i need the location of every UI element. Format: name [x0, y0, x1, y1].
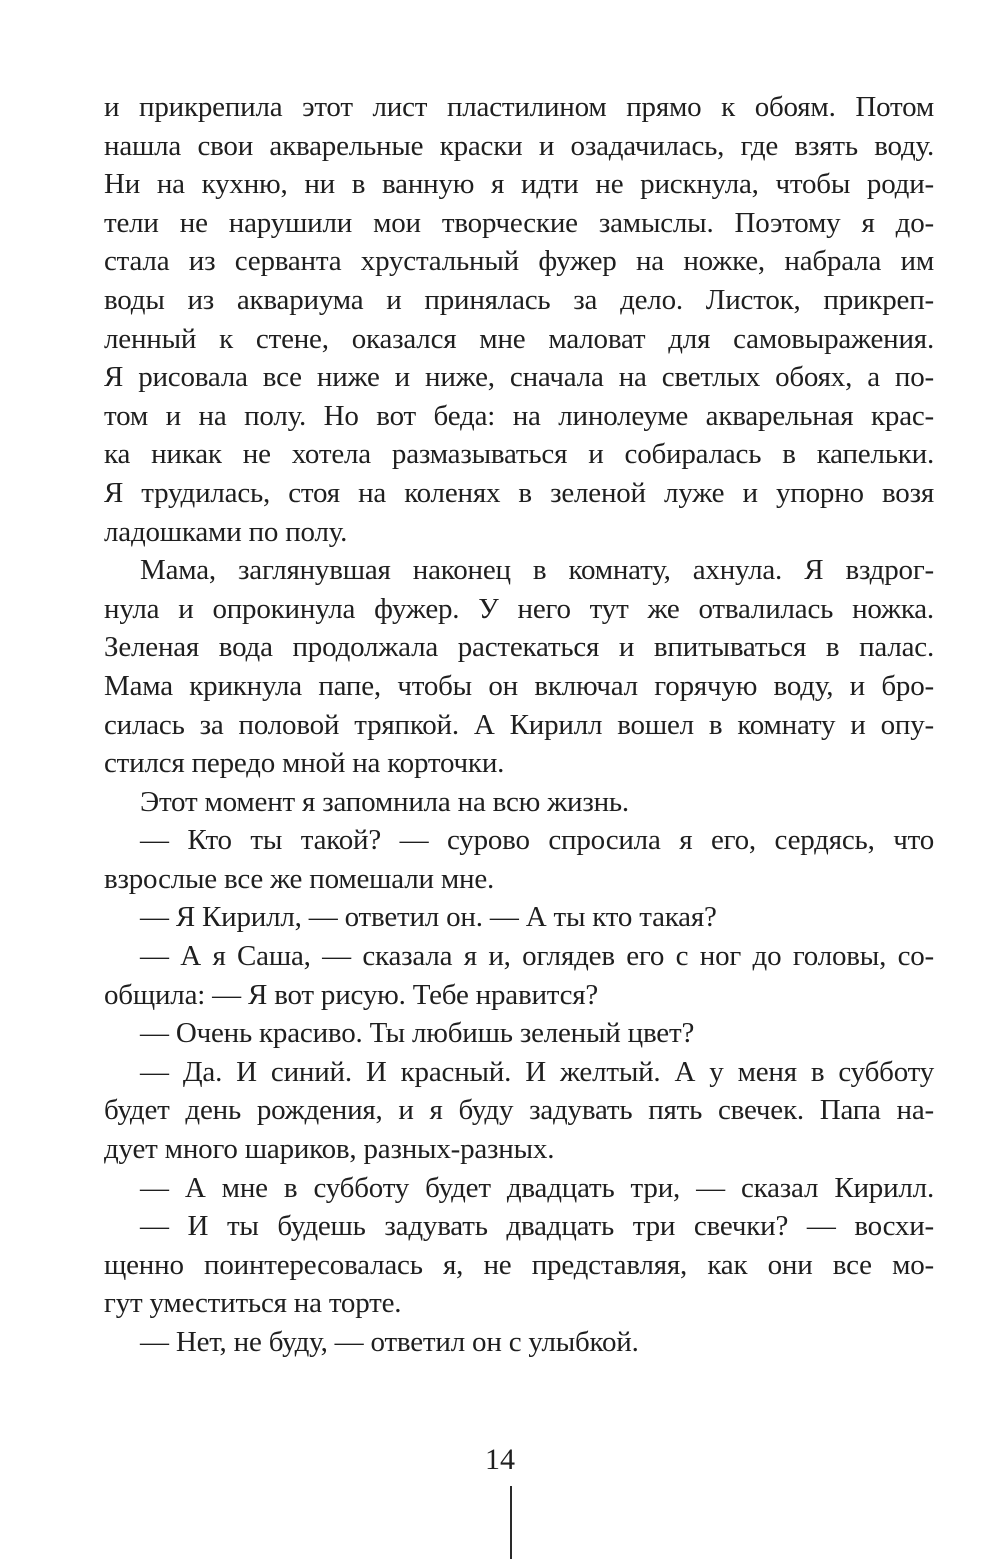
text-line: щенно поинтересовалась я, не представляя, как они все мо-	[104, 1248, 934, 1281]
page-number-rule	[510, 1486, 512, 1559]
text-line: стала из серванта хрустальный фужер на ножке, набрала им	[104, 245, 934, 278]
text-line: ленный к стене, оказался мне маловат для самовыражения.	[104, 322, 934, 355]
text-line: — И ты будешь задувать двадцать три свечки? — восхи-	[140, 1210, 934, 1243]
text-line: дует много шариков, разных-разных.	[104, 1133, 555, 1166]
text-line: Мама крикнула папе, чтобы он включал горячую воду, и бро-	[104, 669, 934, 702]
text-line: гут уместиться на торте.	[104, 1287, 402, 1320]
text-line: воды из аквариума и принялась за дело. Листок, прикреп-	[104, 283, 934, 316]
text-line: силась за половой тряпкой. А Кирилл вошел в комнату и опу-	[104, 708, 934, 741]
text-line: общила: — Я вот рисую. Тебе нравится?	[104, 978, 599, 1011]
text-line: тели не нарушили мои творческие замыслы. Поэтому я до-	[104, 206, 934, 239]
text-line: Я рисовала все ниже и ниже, сначала на светлых обоях, а по-	[104, 361, 934, 394]
text-line: Этот момент я запомнила на всю жизнь.	[140, 785, 629, 818]
text-line: нашла свои акварельные краски и озадачилась, где взять воду.	[104, 129, 934, 162]
body-text	[104, 88, 934, 1362]
text-line: Я трудилась, стоя на коленях в зеленой луже и упорно возя	[104, 476, 934, 509]
page-number: 14	[485, 1443, 515, 1476]
text-line: — Я Кирилл, — ответил он. — А ты кто такая?	[140, 901, 717, 934]
text-line: — Да. И синий. И красный. И желтый. А у меня в субботу	[140, 1055, 934, 1088]
text-line: стился передо мной на корточки.	[104, 747, 505, 780]
text-line: взрослые все же помешали мне.	[104, 862, 495, 895]
text-line: — Кто ты такой? — сурово спросила я его, сердясь, что	[140, 824, 934, 857]
text-line: будет день рождения, и я буду задувать пять свечек. Папа на-	[104, 1094, 934, 1127]
text-line: — Очень красиво. Ты любишь зеленый цвет?	[140, 1017, 695, 1050]
text-line: Зеленая вода продолжала растекаться и впитываться в палас.	[104, 631, 934, 664]
text-line: — А мне в субботу будет двадцать три, — сказал Кирилл.	[140, 1171, 934, 1204]
text-line: Ни на кухню, ни в ванную я идти не рискнула, чтобы роди-	[104, 168, 934, 201]
text-line: том и на полу. Но вот беда: на линолеуме акварельная крас-	[104, 399, 934, 432]
text-line: ка никак не хотела размазываться и собиралась в капельки.	[104, 438, 934, 471]
text-line: нула и опрокинула фужер. У него тут же отвалилась ножка.	[104, 592, 934, 625]
text-line: ладошками по полу.	[104, 515, 348, 548]
text-line: — А я Саша, — сказала я и, оглядев его с ног до головы, со-	[140, 940, 934, 973]
text-line: и прикрепила этот лист пластилином прямо к обоям. Потом	[104, 91, 934, 123]
text-line: — Нет, не буду, — ответил он с улыбкой.	[140, 1326, 639, 1358]
text-line: Мама, заглянувшая наконец в комнату, ахнула. Я вздрог-	[140, 554, 934, 587]
